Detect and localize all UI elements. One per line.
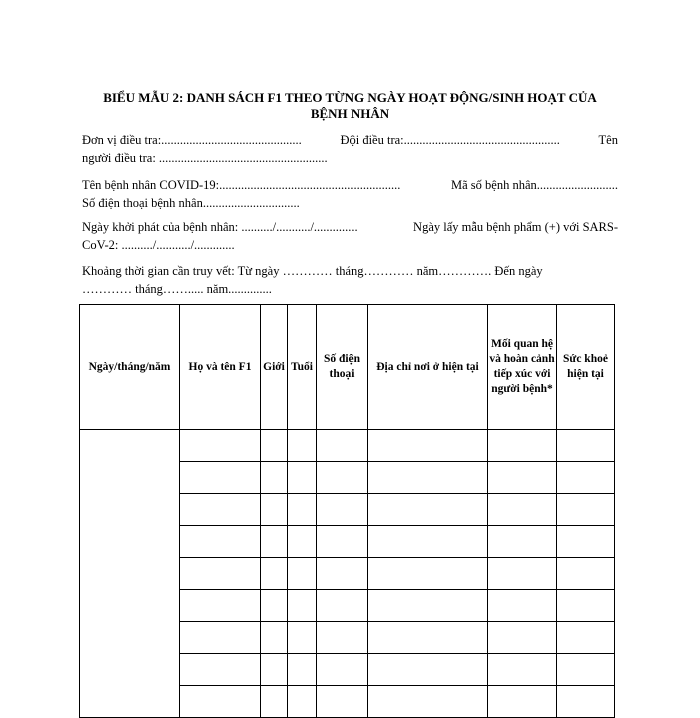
table-cell [261, 462, 288, 494]
col-header-age: Tuổi [288, 305, 317, 430]
table-cell [180, 654, 261, 686]
team-field: Đội điều tra:.................................................. [340, 133, 560, 147]
table-cell [488, 558, 557, 590]
table-cell [288, 430, 317, 462]
onset-date-field: Ngày khởi phát của bệnh nhân: ........../.........../.............. [82, 220, 358, 234]
onset-line [82, 219, 618, 236]
table-cell [317, 526, 368, 558]
col-header-date: Ngày/tháng/năm [80, 305, 180, 430]
table-cell [317, 654, 368, 686]
table-cell [488, 462, 557, 494]
unit-line [82, 132, 618, 149]
col-header-address: Địa chỉ nơi ở hiện tại [368, 305, 488, 430]
sample-date-cont: CoV-2: ........../.........../............. [82, 238, 235, 252]
table-cell [180, 558, 261, 590]
table-cell [261, 590, 288, 622]
table-cell [317, 494, 368, 526]
table-cell [488, 494, 557, 526]
patient-name-field: Tên bệnh nhân COVID-19:.......................................................... [82, 178, 401, 192]
col-header-name: Họ và tên F1 [180, 305, 261, 430]
table-cell [261, 654, 288, 686]
table-cell [488, 686, 557, 718]
name-label-start: Tên [598, 133, 618, 147]
table-cell [180, 686, 261, 718]
unit-field: Đơn vị điều tra:............................................. [82, 133, 302, 147]
table-cell [288, 558, 317, 590]
table-cell [488, 654, 557, 686]
table-cell [557, 462, 615, 494]
table-header-row [80, 305, 615, 430]
sample-date-field: Ngày lấy mẫu bệnh phẩm (+) với SARS- [413, 220, 618, 234]
table-cell [180, 526, 261, 558]
table-cell [261, 526, 288, 558]
col-header-health: Sức khoẻ hiện tại [557, 305, 615, 430]
table-cell [180, 462, 261, 494]
table-cell [488, 430, 557, 462]
title-line-2: BỆNH NHÂN [310, 106, 390, 121]
table-cell [488, 590, 557, 622]
table-cell [288, 526, 317, 558]
table-cell [317, 622, 368, 654]
title-line-1: BIỂU MẪU 2: DANH SÁCH F1 THEO TỪNG NGÀY HOẠT ĐỘNG/SINH HOẠT CỦA [103, 90, 597, 105]
table-cell [288, 622, 317, 654]
table-cell [557, 526, 615, 558]
table-cell [368, 430, 488, 462]
table-cell [180, 622, 261, 654]
table-cell [180, 430, 261, 462]
table-cell [288, 462, 317, 494]
table-cell [317, 686, 368, 718]
table-cell [288, 654, 317, 686]
table-cell [368, 686, 488, 718]
table-cell [557, 494, 615, 526]
date-cell [80, 430, 180, 718]
table-cell [488, 622, 557, 654]
table-cell [180, 590, 261, 622]
patient-line [82, 177, 618, 194]
table-cell [368, 654, 488, 686]
table-cell [557, 686, 615, 718]
table-cell [261, 622, 288, 654]
col-header-phone: Số điện thoại [317, 305, 368, 430]
trace-period-field: Khoảng thời gian cần truy vết: Từ ngày ………… tháng………… năm…………. Đến ngày [82, 264, 543, 278]
table-cell [288, 686, 317, 718]
table-cell [317, 430, 368, 462]
table-cell [557, 590, 615, 622]
col-header-relation: Mối quan hệ và hoàn cảnh tiếp xúc với người bệnh* [488, 305, 557, 430]
investigator-field: người điều tra: ...................................................... [82, 151, 328, 165]
f1-list-table [79, 304, 615, 718]
table-cell [368, 462, 488, 494]
table-cell [261, 494, 288, 526]
patient-id-field: Mã số bệnh nhân.......................... [451, 178, 618, 192]
table-cell [261, 686, 288, 718]
table-cell [557, 654, 615, 686]
table-cell [288, 590, 317, 622]
table-cell [368, 526, 488, 558]
table-cell [317, 558, 368, 590]
table-cell [261, 558, 288, 590]
table-cell [368, 590, 488, 622]
table-cell [557, 430, 615, 462]
table-cell [368, 558, 488, 590]
table-cell [317, 590, 368, 622]
table-row [80, 430, 615, 462]
patient-phone-field: Số điện thoại bệnh nhân............................... [82, 196, 300, 210]
table-cell [288, 494, 317, 526]
table-cell [557, 558, 615, 590]
table-cell [261, 430, 288, 462]
table-cell [488, 526, 557, 558]
trace-period-cont: ………… tháng……..... năm.............. [82, 282, 272, 296]
table-cell [368, 622, 488, 654]
table-cell [368, 494, 488, 526]
table-cell [317, 462, 368, 494]
col-header-gender: Giới [261, 305, 288, 430]
document-title [80, 90, 620, 122]
table-cell [180, 494, 261, 526]
table-cell [557, 622, 615, 654]
